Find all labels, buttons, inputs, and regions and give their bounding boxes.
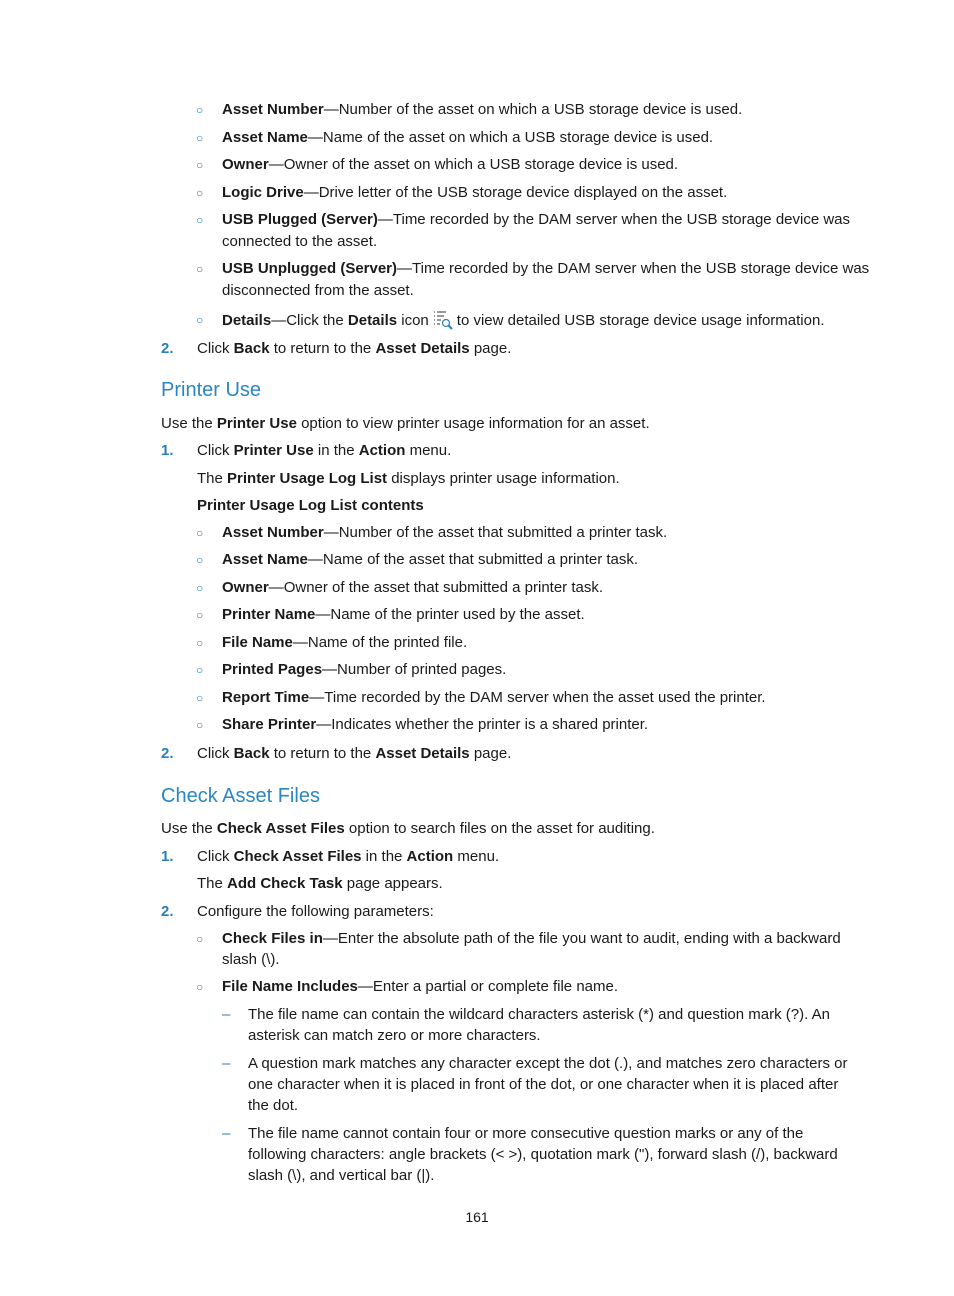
step-number: 1. bbox=[161, 848, 174, 865]
step-text: Click Printer Use in the Action menu. bbox=[197, 442, 452, 459]
list-bullet: ○ bbox=[196, 213, 204, 227]
list-item: Share Printer—Indicates whether the printer is a shared printer. bbox=[222, 716, 649, 733]
list-bullet: ○ bbox=[196, 186, 204, 200]
paragraph: Use the Printer Use option to view printer usage information for an asset. bbox=[161, 415, 650, 432]
list-item-details: Details—Click the Details icon to view detailed USB storage device usage information. bbox=[222, 309, 825, 331]
list-item: Asset Name—Name of the asset that submitted a printer task. bbox=[222, 551, 639, 568]
list-item: Asset Name—Name of the asset on which a USB storage device is used. bbox=[222, 129, 714, 146]
list-bullet: ○ bbox=[196, 581, 204, 595]
step-text: Click Check Asset Files in the Action menu. bbox=[197, 848, 500, 865]
details-search-icon bbox=[432, 309, 454, 331]
section-heading-printer-use: Printer Use bbox=[161, 379, 262, 401]
list-bullet: ○ bbox=[196, 131, 204, 145]
list-bullet: ○ bbox=[196, 553, 204, 567]
step-text: Click Back to return to the Asset Details page. bbox=[197, 340, 512, 357]
list-item: Asset Number—Number of the asset on which a USB storage device is used. bbox=[222, 101, 743, 118]
sub-item-line: slash (\), and vertical bar (|). bbox=[248, 1167, 435, 1184]
list-bullet: ○ bbox=[196, 313, 204, 327]
list-item: Printer Name—Name of the printer used by the asset. bbox=[222, 606, 585, 623]
list-bullet: ○ bbox=[196, 526, 204, 540]
step-number: 2. bbox=[161, 745, 174, 762]
sub-item-line: The file name can contain the wildcard characters asterisk (*) and question mark (?). An bbox=[248, 1006, 830, 1023]
list-item: File Name Includes—Enter a partial or complete file name. bbox=[222, 978, 619, 995]
paragraph: Use the Check Asset Files option to search files on the asset for auditing. bbox=[161, 820, 655, 837]
step-result: The Add Check Task page appears. bbox=[197, 875, 443, 892]
list-item: USB Unplugged (Server)—Time recorded by the DAM server when the USB storage device was bbox=[222, 260, 870, 277]
sub-item-line: one character when it is placed in front of the dot, or one character when it is placed after bbox=[248, 1076, 839, 1093]
sub-item-line: The file name cannot contain four or more consecutive question marks or any of the bbox=[248, 1125, 804, 1142]
list-bullet: ○ bbox=[196, 932, 204, 946]
list-bullet: ○ bbox=[196, 103, 204, 117]
step-text: Configure the following parameters: bbox=[197, 903, 434, 920]
sub-bullet: – bbox=[222, 1055, 231, 1072]
list-item: Asset Number—Number of the asset that submitted a printer task. bbox=[222, 524, 668, 541]
sub-item-line: A question mark matches any character except the dot (.), and matches zero characters or bbox=[248, 1055, 848, 1072]
list-item: USB Plugged (Server)—Time recorded by the DAM server when the USB storage device was bbox=[222, 211, 851, 228]
list-title: Printer Usage Log List contents bbox=[197, 497, 424, 514]
sub-bullet: – bbox=[222, 1125, 231, 1142]
page-number: 161 bbox=[465, 1209, 489, 1225]
step-number: 1. bbox=[161, 442, 174, 459]
sub-bullet: – bbox=[222, 1006, 231, 1023]
list-item: Printed Pages—Number of printed pages. bbox=[222, 661, 507, 678]
list-bullet: ○ bbox=[196, 636, 204, 650]
list-bullet: ○ bbox=[196, 718, 204, 732]
list-item: Owner—Owner of the asset on which a USB storage device is used. bbox=[222, 156, 679, 173]
sub-item-line: the dot. bbox=[248, 1097, 299, 1114]
list-bullet: ○ bbox=[196, 158, 204, 172]
list-bullet: ○ bbox=[196, 608, 204, 622]
list-item: Owner—Owner of the asset that submitted a printer task. bbox=[222, 579, 604, 596]
step-number: 2. bbox=[161, 340, 174, 357]
sub-item-line: following characters: angle brackets (< >), quotation mark ("), forward slash (/), backward bbox=[248, 1146, 838, 1163]
step-number: 2. bbox=[161, 903, 174, 920]
list-item: Logic Drive—Drive letter of the USB storage device displayed on the asset. bbox=[222, 184, 728, 201]
list-bullet: ○ bbox=[196, 663, 204, 677]
list-item: File Name—Name of the printed file. bbox=[222, 634, 468, 651]
list-bullet: ○ bbox=[196, 262, 204, 276]
list-item-continuation: slash (\). bbox=[222, 951, 280, 968]
list-bullet: ○ bbox=[196, 980, 204, 994]
list-item: Check Files in—Enter the absolute path of the file you want to audit, ending with a backward bbox=[222, 930, 841, 947]
step-text: Click Back to return to the Asset Details page. bbox=[197, 745, 512, 762]
step-result: The Printer Usage Log List displays printer usage information. bbox=[197, 470, 620, 487]
sub-item-line: asterisk can match zero or more characters. bbox=[248, 1027, 541, 1044]
list-item: Report Time—Time recorded by the DAM server when the asset used the printer. bbox=[222, 689, 766, 706]
section-heading-check-asset-files: Check Asset Files bbox=[161, 785, 320, 807]
list-item-continuation: disconnected from the asset. bbox=[222, 282, 414, 299]
list-item-continuation: connected to the asset. bbox=[222, 233, 378, 250]
list-bullet: ○ bbox=[196, 691, 204, 705]
